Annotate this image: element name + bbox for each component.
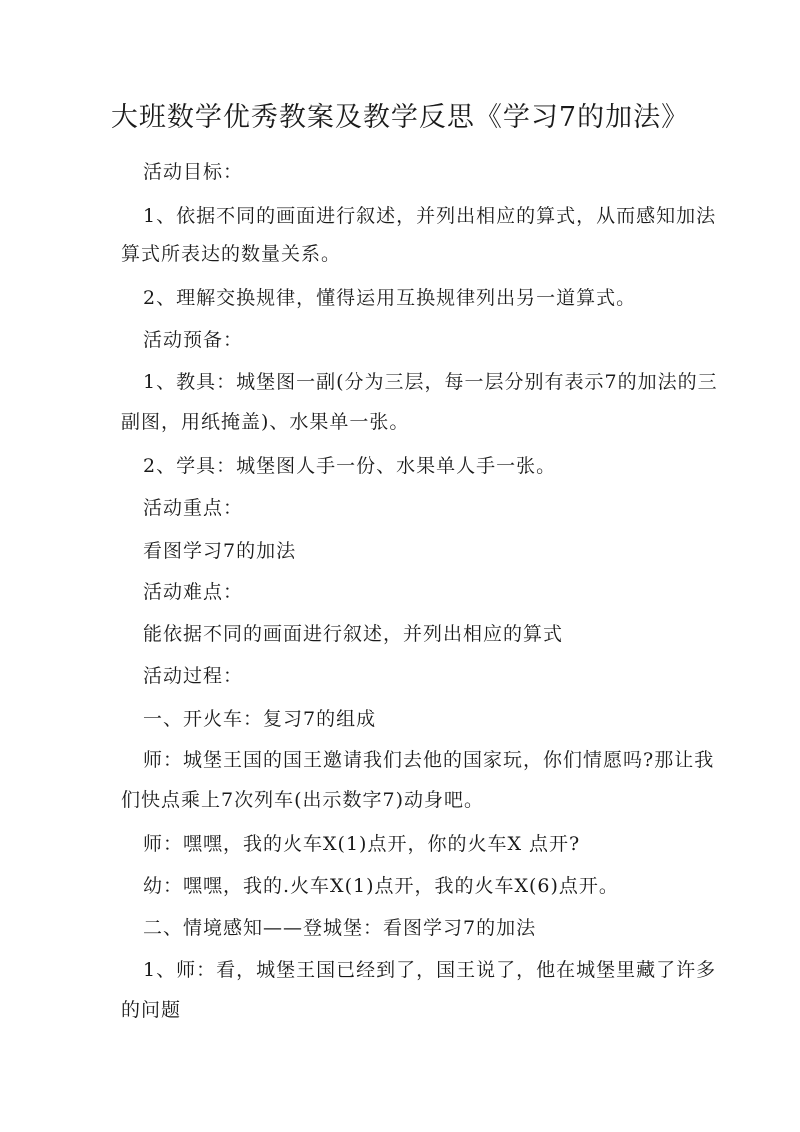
paragraph-line: 们快点乘上7次列车(出示数字7)动身吧。 (121, 789, 485, 811)
paragraph-line: 一、开火车：复习7的组成 (143, 708, 377, 730)
paragraph-line: 师：嘿嘿，我的火车X(1)点开，你的火车X 点开? (143, 833, 581, 855)
paragraph-line: 能依据不同的画面进行叙述，并列出相应的算式 (143, 623, 564, 645)
paragraph-line: 2、理解交换规律，懂得运用互换规律列出另一道算式。 (143, 287, 637, 309)
paragraph-line: 师：城堡王国的国王邀请我们去他的国家玩，你们情愿吗?那让我 (143, 749, 715, 771)
paragraph-line: 1、师：看，城堡王国已经到了，国王说了，他在城堡里藏了许多 (143, 959, 717, 981)
section-heading-process: 活动过程： (143, 665, 244, 687)
section-heading-key-points: 活动重点： (143, 497, 244, 519)
paragraph-line: 二、情境感知——登城堡：看图学习7的加法 (143, 917, 537, 939)
section-heading-difficulties: 活动难点： (143, 581, 244, 603)
paragraph-line: 看图学习7的加法 (143, 540, 297, 562)
section-heading-goals: 活动目标： (143, 161, 244, 183)
document-title: 大班数学优秀教案及教学反思《学习7的加法》 (110, 102, 690, 133)
paragraph-line: 副图，用纸掩盖)、水果单一张。 (121, 411, 410, 433)
section-heading-preparation: 活动预备： (143, 329, 244, 351)
paragraph-line: 2、学具：城堡图人手一份、水果单人手一张。 (143, 455, 557, 477)
paragraph-line: 的问题 (121, 999, 182, 1021)
paragraph-line: 1、教具：城堡图一副(分为三层，每一层分别有表示7的加法的三 (143, 371, 718, 393)
paragraph-line: 算式所表达的数量关系。 (121, 243, 342, 265)
paragraph-line: 1、依据不同的画面进行叙述，并列出相应的算式，从而感知加法 (143, 205, 717, 227)
paragraph-line: 幼：嘿嘿，我的.火车X(1)点开，我的火车X(6)点开。 (143, 875, 619, 897)
